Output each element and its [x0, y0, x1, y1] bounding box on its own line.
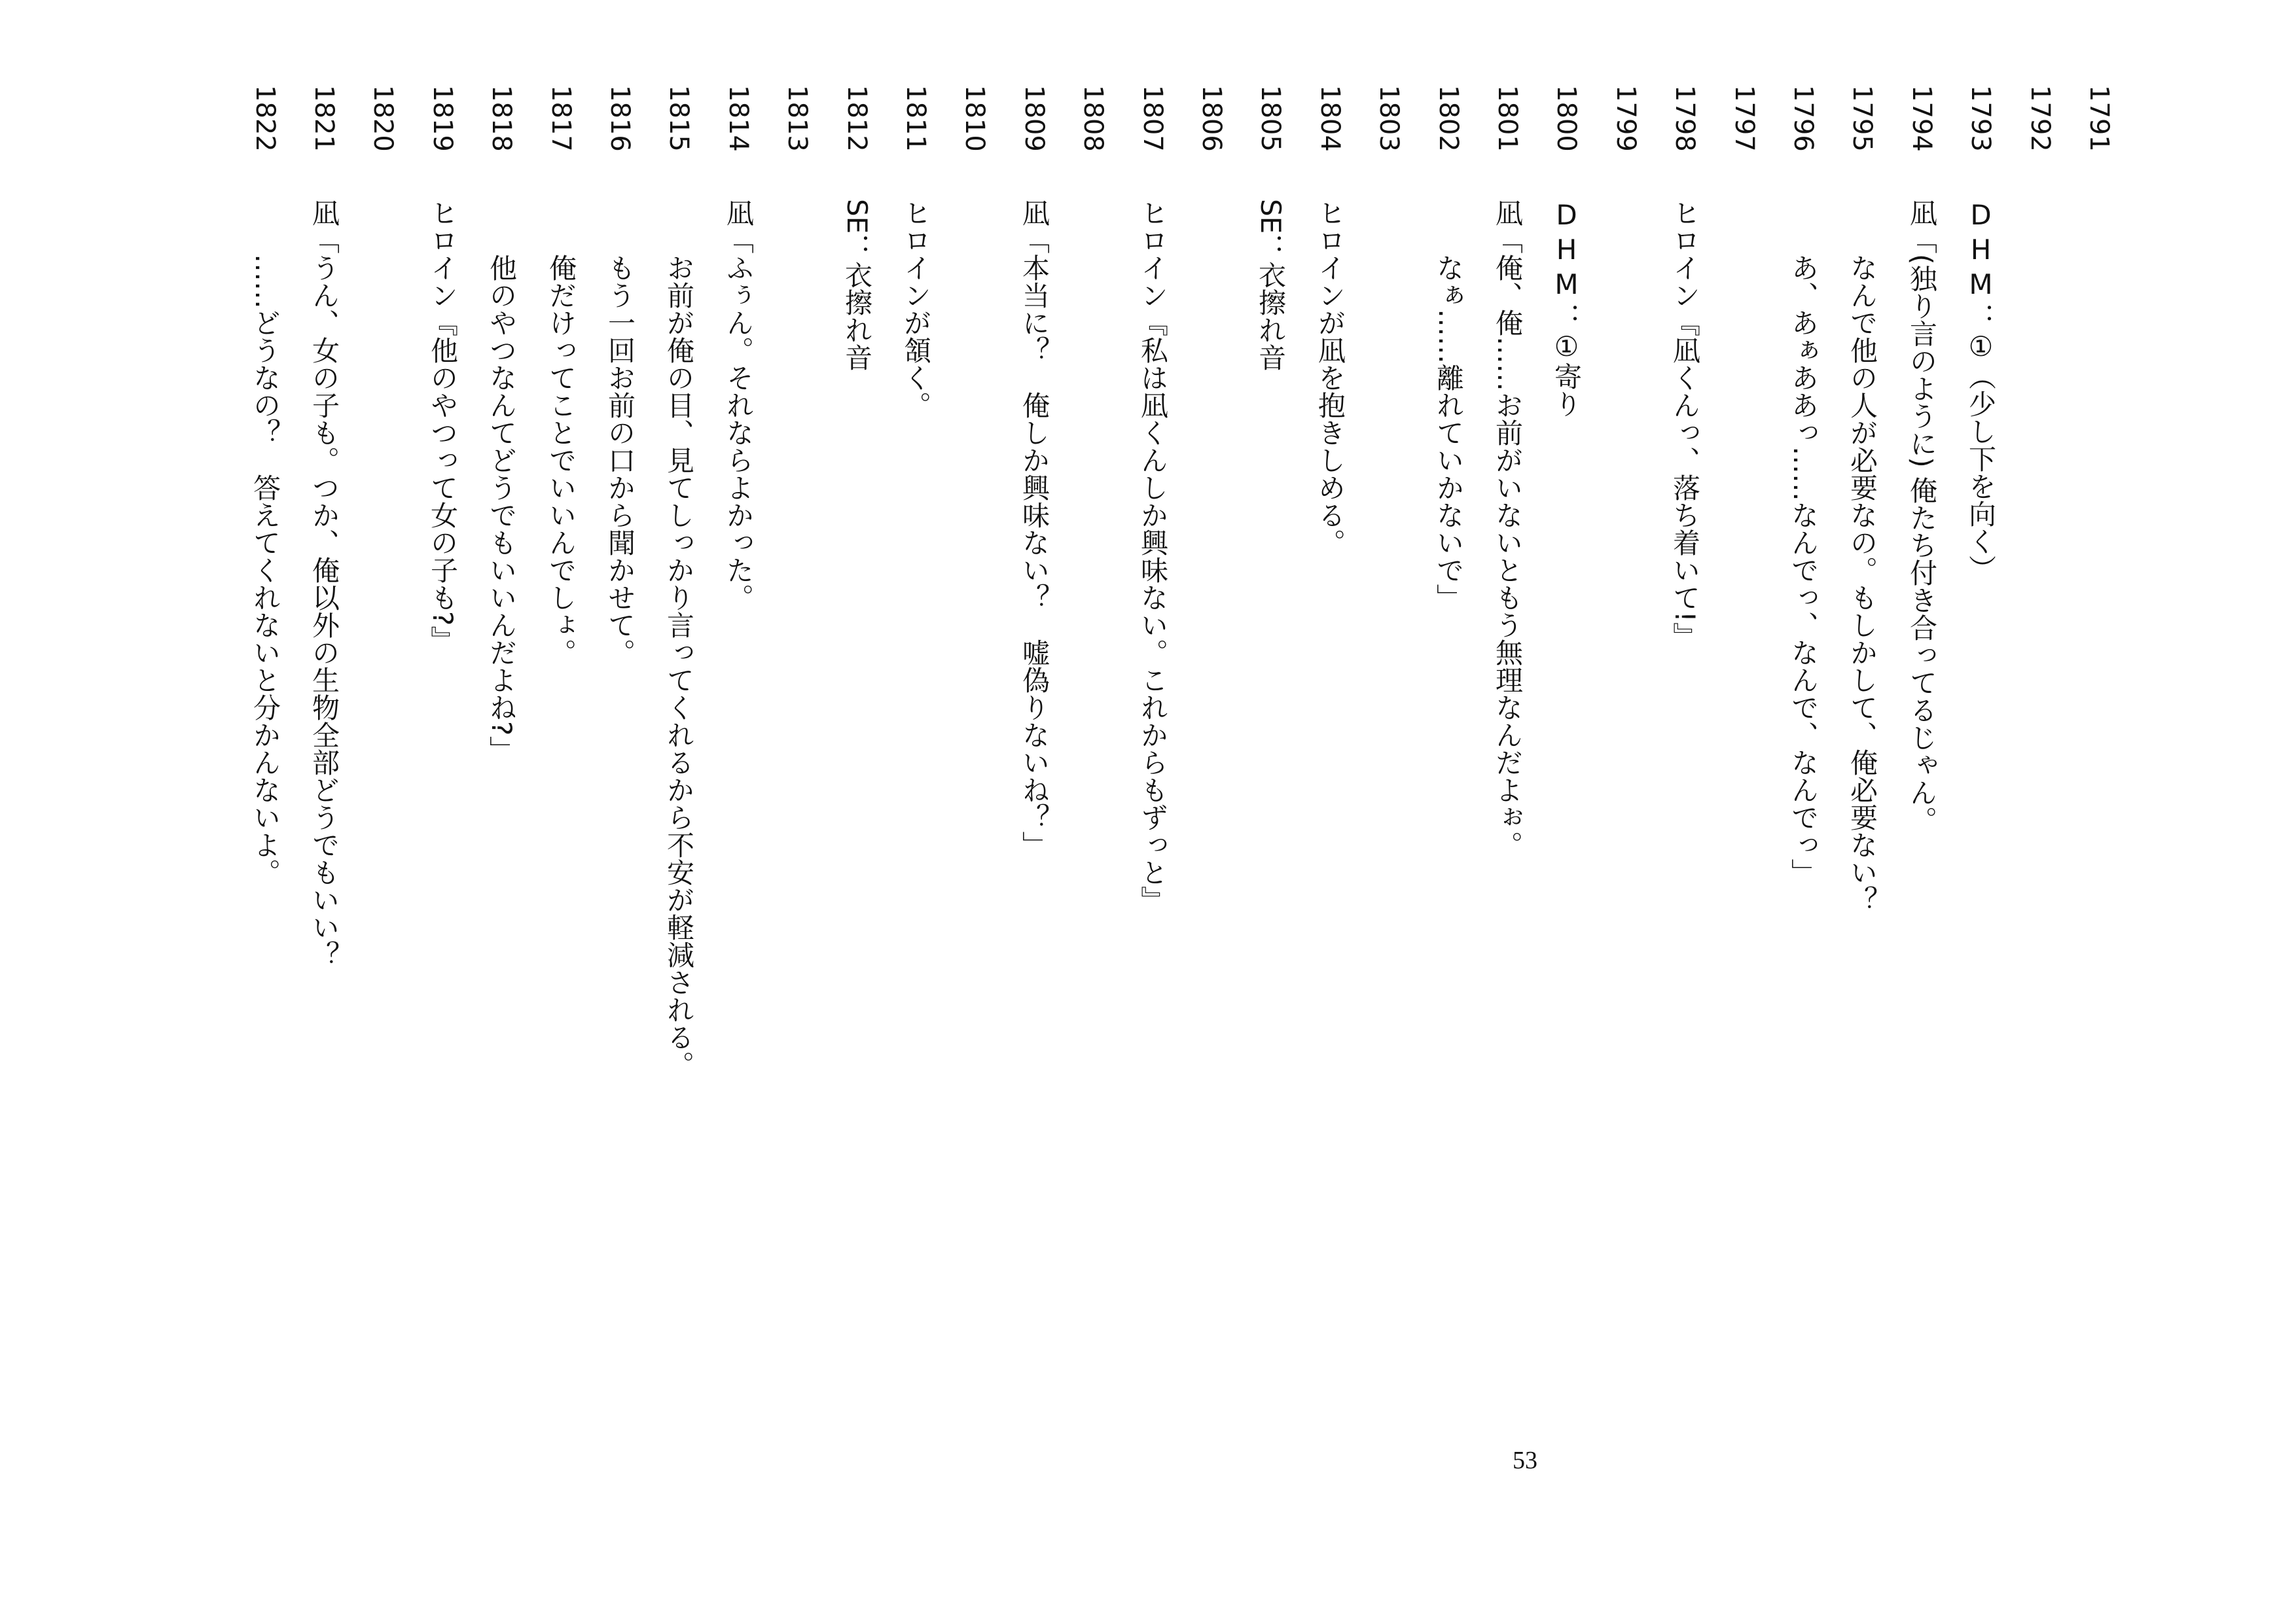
page-number: 53: [1513, 1447, 1537, 1474]
script-line: [1251, 85, 1290, 1492]
line-number: 1808: [1078, 85, 1108, 152]
line-text: 凪「本当に？ 俺しか興味ない？ 嘘偽りないね？」: [1018, 199, 1050, 858]
line-number: 1822: [250, 85, 280, 152]
script-line: [837, 85, 876, 1492]
line-text: 凪「俺、俺……お前がいないともう無理なんだよぉ。: [1492, 199, 1524, 858]
script-line: [778, 85, 817, 1492]
line-number: 1813: [782, 85, 812, 152]
direction-text: ：①寄り: [1551, 303, 1583, 417]
line-number: 1793: [1965, 85, 1996, 152]
line-number: 1802: [1433, 85, 1463, 152]
script-line: [1961, 85, 2000, 1492]
line-text: SE：衣擦れ音: [841, 199, 873, 372]
line-number: 1819: [427, 85, 457, 152]
line-text: お前が俺の目、見てしっかり言ってくれるから不安が軽減される。: [663, 254, 695, 1078]
script-line: [1133, 85, 1172, 1492]
line-text: [1961, 199, 2000, 582]
direction-text: ：①（少し下を向く）: [1965, 303, 1997, 582]
line-text: 凪「ふぅん。それならよかった。: [723, 199, 755, 611]
line-number: 1796: [1788, 85, 1818, 152]
line-number: 1800: [1551, 85, 1581, 152]
direction-label: DHM: [1551, 199, 1583, 303]
line-number: 1795: [1847, 85, 1877, 152]
script-line: [1310, 85, 1350, 1492]
line-text: なぁ……離れていかないで」: [1433, 254, 1465, 611]
line-text: ヒロインが頷く。: [900, 199, 932, 419]
line-number: 1809: [1019, 85, 1049, 152]
line-text: 凪「うん、女の子も。つか、俺以外の生物全部どうでもいい？: [308, 199, 340, 968]
line-number: 1818: [486, 85, 516, 152]
line-number: 1820: [368, 85, 398, 152]
script-line: [1429, 85, 1468, 1492]
line-number: 1815: [664, 85, 694, 152]
script-line: [1902, 85, 1941, 1492]
line-number: 1806: [1196, 85, 1227, 152]
script-line: [1488, 85, 1527, 1492]
line-text: ヒロイン『凪くんっ、落ち着いて!』: [1669, 199, 1701, 650]
line-number: 1804: [1315, 85, 1345, 152]
script-line: [2020, 85, 2060, 1492]
line-number: 1810: [960, 85, 990, 152]
line-number: 1794: [1907, 85, 1937, 152]
script-line: [1606, 85, 1645, 1492]
script-line: [1073, 85, 1113, 1492]
line-number: 1792: [2025, 85, 2055, 152]
script-line: [304, 85, 344, 1492]
script-line: [1725, 85, 1764, 1492]
script-line: [896, 85, 935, 1492]
line-text: [1547, 199, 1586, 417]
script-line: [955, 85, 994, 1492]
line-number: 1807: [1138, 85, 1168, 152]
script-line: [1547, 85, 1586, 1492]
script-line: [482, 85, 521, 1492]
line-text: 他のやつなんてどうでもいいんだよね?」: [486, 254, 518, 764]
script-line: [363, 85, 403, 1492]
line-number: 1803: [1374, 85, 1404, 152]
line-text: ヒロイン『私は凪くんしか興味ない。これからもずっと』: [1137, 199, 1169, 913]
line-number: 1799: [1611, 85, 1641, 152]
line-number: 1797: [1729, 85, 1759, 152]
line-text: SE：衣擦れ音: [1255, 199, 1287, 372]
line-text: ……どうなの？ 答えてくれないと分かんないよ。: [249, 254, 281, 886]
direction-label: DHM: [1965, 199, 1997, 303]
line-number: 1814: [723, 85, 753, 152]
script-line: [659, 85, 698, 1492]
line-number: 1798: [1670, 85, 1700, 152]
line-text: あ、あぁああっ……なんでっ、なんで、なんでっ」: [1787, 254, 1820, 886]
script-line: [600, 85, 639, 1492]
script-line: [541, 85, 581, 1492]
script-line: [1369, 85, 1408, 1492]
line-number: 1812: [842, 85, 872, 152]
line-text: ヒロイン『他のやつって女の子も?』: [427, 199, 459, 654]
script-line: [719, 85, 758, 1492]
line-text: ヒロインが凪を抱きしめる。: [1314, 199, 1346, 556]
script-line: [245, 85, 285, 1492]
line-number: 1801: [1492, 85, 1522, 152]
line-number: 1805: [1255, 85, 1285, 152]
line-number: 1821: [309, 85, 339, 152]
line-number: 1811: [901, 85, 931, 152]
line-text: 俺だけってことでいいんでしょ。: [545, 254, 577, 666]
line-text: もう一回お前の口から聞かせて。: [604, 254, 636, 666]
script-line: [1665, 85, 1704, 1492]
script-line: [1842, 85, 1882, 1492]
script-line: [2079, 85, 2119, 1492]
line-number: 1791: [2084, 85, 2114, 152]
line-text: 凪「(独り言のように) 俺たち付き合ってるじゃん。: [1906, 199, 1938, 834]
script-line: [1784, 85, 1823, 1492]
script-line: [1192, 85, 1231, 1492]
line-number: 1816: [605, 85, 635, 152]
line-text: なんで他の人が必要なの。もしかして、俺必要ない？: [1846, 254, 1878, 913]
line-number: 1817: [546, 85, 576, 152]
script-line: [423, 85, 462, 1492]
script-line: [1014, 85, 1054, 1492]
